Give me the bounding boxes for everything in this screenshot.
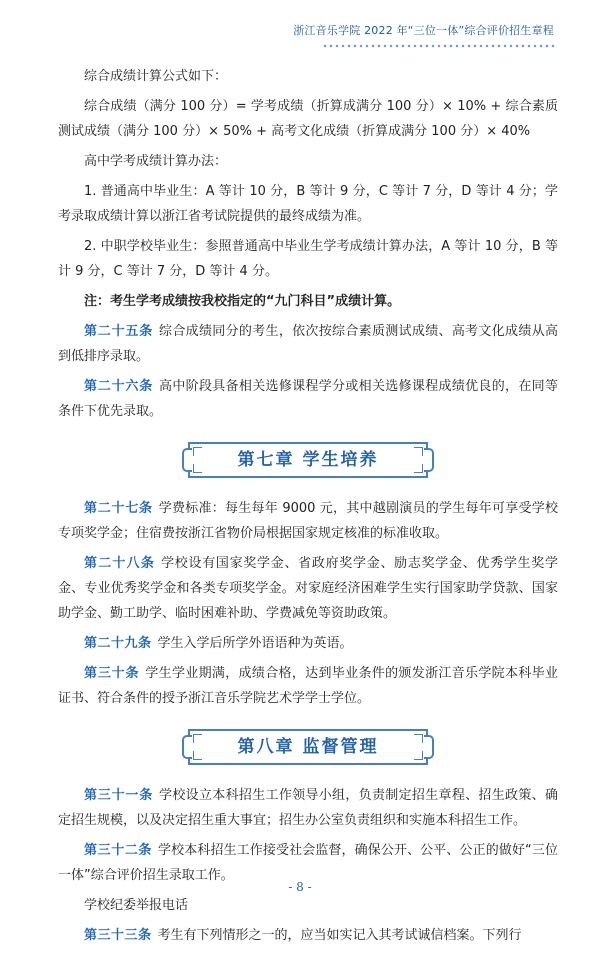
article-text: 学校设立本科招生工作领导小组，负责制定招生章程、招生政策、确定招生规模，以及决定招生重大事宜；招生办公室负责组织和实施本科招生工作。 (58, 788, 558, 828)
article-label: 第二十五条 (84, 324, 154, 339)
article-text: 学生入学后所学外语语种为英语。 (157, 636, 353, 651)
article-label: 第二十九条 (84, 636, 152, 651)
paragraph: 2. 中职学校毕业生：参照普通高中毕业生学考成绩计算办法，A 等计 10 分，B 等计 9 分，C 等计 7 分，D 等计 4 分。 (58, 239, 558, 279)
article-26 (58, 374, 558, 424)
article-text: 学校本科招生工作接受社会监督，确保公开、公平、公正的做好“三位一体”综合评价招生录取工作。 (58, 843, 558, 883)
article-28 (58, 551, 558, 626)
article-text: 高中阶段具备相关选修课程学分或相关选修课程成绩优良的，在同等条件下优先录取。 (58, 379, 558, 419)
header-title: 浙江音乐学院 2022 年“三位一体”综合评价招生章程 (293, 24, 554, 37)
article-label: 第三十二条 (84, 843, 153, 858)
article-label: 第三十一条 (84, 788, 154, 803)
article-25 (58, 319, 558, 369)
article-label: 第二十七条 (84, 501, 153, 516)
chapter-title: 第七章 学生培养 (237, 449, 379, 470)
article-31 (58, 783, 558, 833)
report-phone-line: 学校纪委举报电话 (84, 898, 189, 913)
page-number: - 8 - (288, 880, 312, 894)
article-label: 第二十八条 (84, 556, 156, 571)
paragraph: 高中学考成绩计算办法： (84, 154, 228, 169)
article-text: 学校设有国家奖学金、省政府奖学金、励志奖学金、优秀学生奖学金、专业优秀奖学金和各类专项奖学金。对家庭经济困难学生实行国家助学贷款、国家助学金、勤工助学、临时困难补助、学费减免等资助政策。 (58, 556, 558, 621)
article-text: 考生有下列情形之一的，应当如实记入其考试诚信档案。下列行 (157, 928, 522, 943)
header-dotted-rule (322, 44, 556, 48)
article-33 (58, 923, 558, 948)
paragraph: 综合成绩（满分 100 分）= 学考成绩（折算成满分 100 分）× 10% + 综合素质测试成绩（满分 100 分）× 50% + 高考文化成绩（折算成满分 100 分）× 40% (58, 99, 558, 139)
note-paragraph: 注：考生学考成绩按我校指定的“九门科目”成绩计算。 (84, 294, 401, 309)
document-body (58, 64, 558, 953)
paragraph: 综合成绩计算公式如下： (84, 69, 228, 84)
chapter-7-heading (188, 442, 428, 478)
chapter-8-heading (188, 729, 428, 765)
article-text: 综合成绩同分的考生，依次按综合素质测试成绩、高考文化成绩从高到低排序录取。 (58, 324, 558, 364)
article-label: 第三十三条 (84, 928, 152, 943)
article-27 (58, 496, 558, 546)
article-label: 第二十六条 (84, 379, 154, 394)
article-29 (58, 631, 558, 656)
paragraph: 1. 普通高中毕业生：A 等计 10 分，B 等计 9 分，C 等计 7 分，D 等计 4 分；学考录取成绩计算以浙江省考试院提供的最终成绩为准。 (58, 184, 558, 224)
article-label: 第三十条 (84, 666, 140, 681)
article-text: 学生学业期满，成绩合格，达到毕业条件的颁发浙江音乐学院本科毕业证书、符合条件的授予浙江音乐学院艺术学学士学位。 (58, 666, 558, 706)
article-30 (58, 661, 558, 711)
article-text: 学费标准：每生每年 9000 元，其中越剧演员的学生每年可享受学校专项奖学金；住宿费按浙江省物价局根据国家规定核准的标准收取。 (58, 501, 558, 541)
chapter-title: 第八章 监督管理 (237, 736, 379, 757)
page-header (0, 0, 600, 58)
